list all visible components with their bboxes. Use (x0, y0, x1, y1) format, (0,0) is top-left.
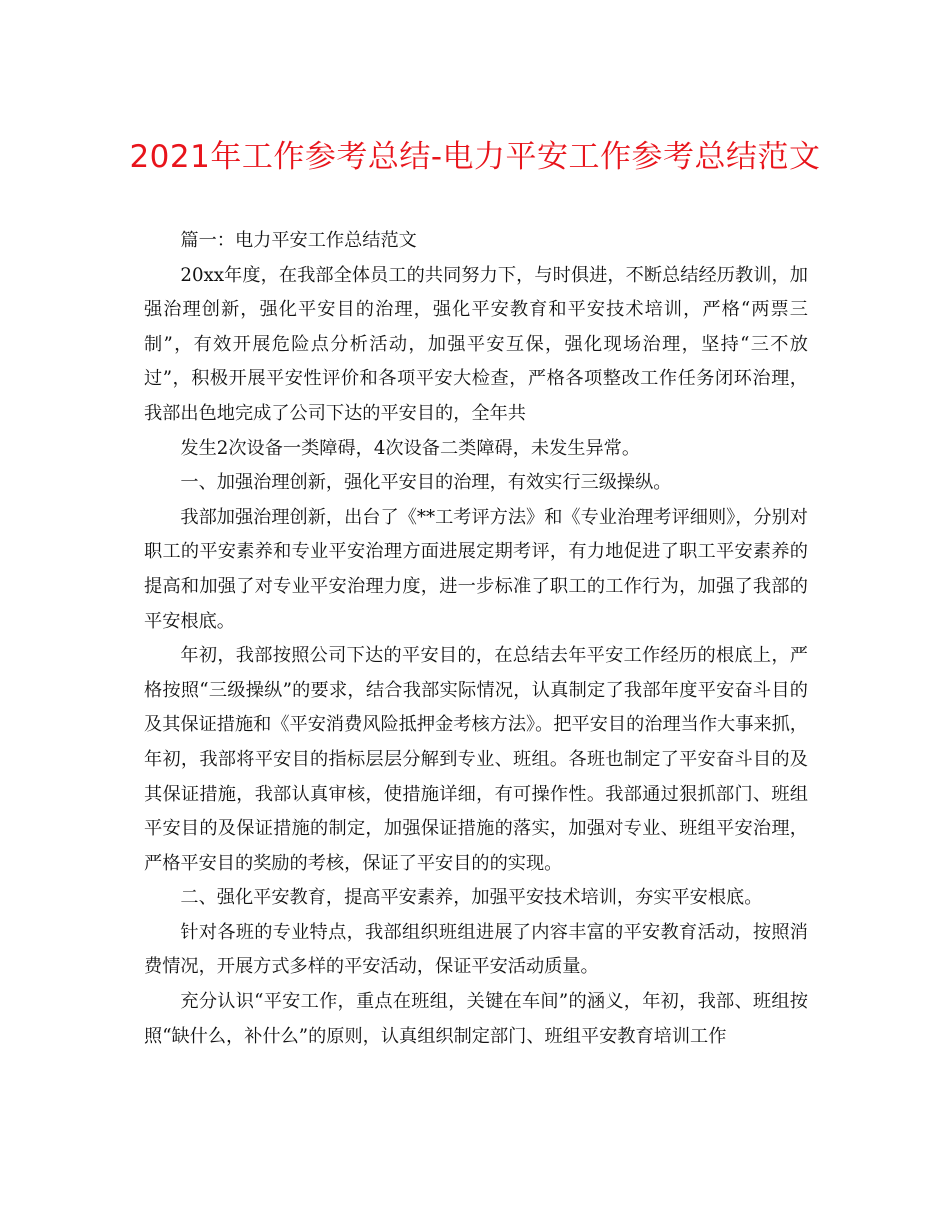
body-paragraph: 充分认识“平安工作，重点在班组，关键在车间”的涵义，年初，我部、班组按照“缺什么，补什么”的原则，认真组织制定部门、班组平安教育培训工作 (144, 991, 808, 1047)
section-heading-one: 一、加强治理创新，强化平安目的治理，有效实行三级操纵。 (180, 472, 672, 494)
section-heading-two: 二、强化平安教育，提高平安素养，加强平安技术培训，夯实平安根底。 (180, 887, 763, 909)
body-paragraph: 发生2次设备一类障碍，4次设备二类障碍，未发生异常。 (180, 437, 641, 459)
body-paragraph: 我部加强治理创新，出台了《**工考评方法》和《专业治理考评细则》，分别对职工的平安素养和专业平安治理方面进展定期考评，有力地促进了职工平安素养的提高和加强了对专业平安治理力度，进一步标准了职工的工作行为，加强了我部的平安根底。 (144, 506, 808, 632)
document-body (144, 224, 808, 1054)
section-heading-part-one: 篇一：电力平安工作总结范文 (180, 230, 417, 251)
body-paragraph: 年初，我部按照公司下达的平安目的，在总结去年平安工作经历的根底上，严格按照“三级操纵”的要求，结合我部实际情况，认真制定了我部年度平安奋斗目的及其保证措施和《平安消费风险抵押金考核方法》。把平安目的治理当作大事来抓，年初，我部将平安目的指标层层分解到专业、班组。各班也制定了平安奋斗目的及其保证措施，我部认真审核，使措施详细，有可操作性。我部通过狠抓部门、班组平安目的及保证措施的制定，加强保证措施的落实，加强对专业、班组平安治理，严格平安目的奖励的考核，保证了平安目的的实现。 (144, 645, 808, 874)
body-paragraph: 针对各班的专业特点，我部组织班组进展了内容丰富的平安教育活动，按照消费情况，开展方式多样的平安活动，保证平安活动质量。 (144, 921, 808, 978)
body-paragraph: 20xx年度，在我部全体员工的共同努力下，与时俱进，不断总结经历教训，加强治理创新，强化平安目的治理，强化平安教育和平安技术培训，严格“两票三制”，有效开展危险点分析活动，加强平安互保，强化现场治理，坚持“三不放过”，积极开展平安性评价和各项平安大检查，严格各项整改工作任务闭环治理，我部出色地完成了公司下达的平安目的，全年共 (144, 264, 808, 424)
document-title: 2021年工作参考总结-电力平安工作参考总结范文 (129, 139, 821, 175)
